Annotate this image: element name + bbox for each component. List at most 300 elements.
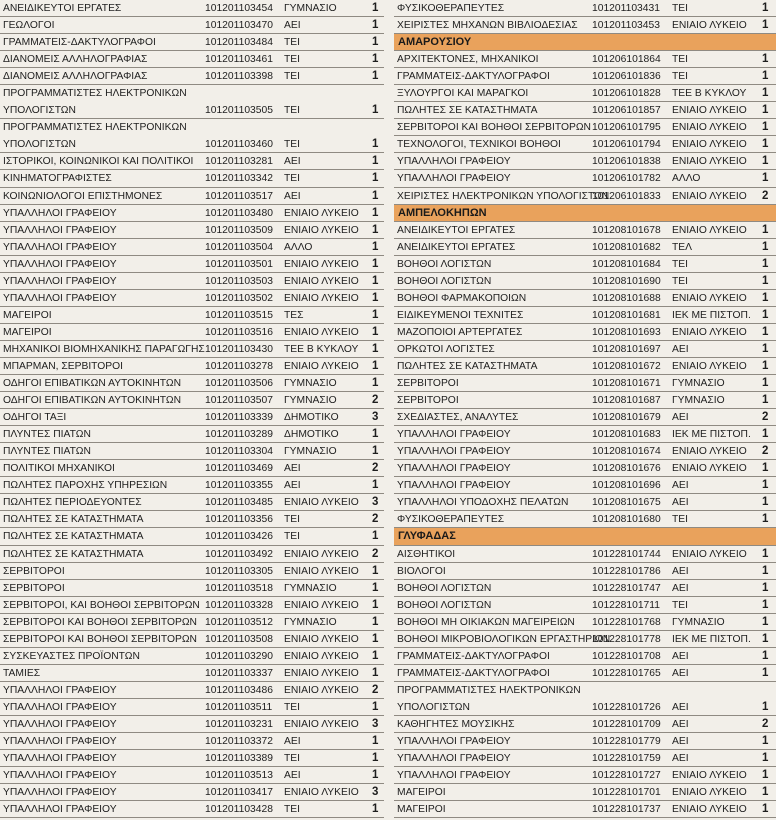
table-row [0, 68, 384, 85]
job-code: 101201103431 [592, 3, 660, 14]
job-code: 101228101701 [592, 787, 661, 799]
positions-count: 1 [762, 564, 769, 577]
job-code: 101208101674 [592, 446, 661, 458]
job-code: 101201103469 [205, 463, 273, 475]
table-row [394, 375, 776, 392]
table-row [0, 682, 384, 699]
occupation: ΠΩΛΗΤΕΣ ΠΑΡΟΧΗΣ ΥΠΗΡΕΣΙΩΝ [3, 480, 168, 492]
positions-count: 1 [762, 598, 769, 611]
table-row [394, 597, 776, 614]
job-code: 101201103480 [205, 207, 273, 219]
table-row [0, 460, 384, 477]
job-code: 101228101759 [592, 753, 661, 765]
education-level: ΕΝΙΑΙΟ ΛΥΚΕΙΟ [284, 633, 359, 645]
positions-count: 1 [372, 138, 379, 151]
positions-count: 1 [372, 377, 379, 390]
table-row [0, 358, 384, 375]
education-level: ΤΕΙ [672, 3, 689, 14]
table-row [394, 85, 776, 102]
occupation: ΥΠΑΛΛΗΛΟΙ ΓΡΑΦΕΙΟΥ [397, 156, 511, 168]
job-code: 101228101727 [592, 770, 661, 782]
positions-count: 1 [762, 769, 769, 782]
positions-count: 1 [372, 155, 379, 168]
table-row [394, 51, 776, 68]
positions-count: 3 [372, 496, 379, 509]
table-row [394, 170, 776, 187]
table-row [0, 699, 384, 716]
occupation: ΠΡΟΓΡΑΜΜΑΤΙΣΤΕΣ ΗΛΕΚΤΡΟΝΙΚΩΝ [397, 684, 581, 696]
education-level: ΓΥΜΝΑΣΙΟ [284, 582, 337, 594]
positions-count: 1 [762, 308, 769, 321]
job-code: 101201103518 [205, 582, 273, 594]
job-code: 101201103304 [205, 446, 273, 458]
occupation: ΤΕΧΝΟΛΟΓΟΙ, ΤΕΧΝΙΚΟΙ ΒΟΗΘΟΙ [397, 139, 561, 151]
positions-count: 1 [762, 223, 769, 236]
occupation: ΠΩΛΗΤΕΣ ΠΕΡΙΟΔΕΥΟΝΤΕΣ [3, 497, 142, 509]
table-row [0, 580, 384, 597]
education-level: ΓΥΜΝΑΣΙΟ [284, 3, 337, 14]
occupation: ΜΑΓΕΙΡΟΙ [3, 309, 52, 321]
job-code: 101201103355 [205, 480, 273, 492]
job-code: 101201103428 [205, 804, 273, 816]
table-row [394, 580, 776, 597]
occupation: ΑΝΕΙΔΙΚΕΥΤΟΙ ΕΡΓΑΤΕΣ [397, 241, 516, 253]
occupation: ΑΝΕΙΔΙΚΕΥΤΟΙ ΕΡΓΑΤΕΣ [3, 3, 122, 14]
positions-count: 1 [762, 2, 769, 14]
education-level: ΓΥΜΝΑΣΙΟ [284, 616, 337, 628]
occupation: ΠΟΛΙΤΙΚΟΙ ΜΗΧΑΝΙΚΟΙ [3, 463, 115, 475]
positions-count: 1 [372, 189, 379, 202]
education-level: ΤΕΙ [672, 71, 689, 83]
education-level: ΕΝΙΑΙΟ ΛΥΚΕΙΟ [284, 360, 359, 372]
job-code: 101201103389 [205, 753, 273, 765]
positions-count: 1 [372, 206, 379, 219]
table-row [0, 17, 384, 34]
occupation: ΥΠΑΛΛΗΛΟΙ ΓΡΑΦΕΙΟΥ [397, 463, 511, 475]
occupation: ΠΩΛΗΤΕΣ ΣΕ ΚΑΤΑΣΤΗΜΑΤΑ [3, 548, 144, 560]
occupation: ΥΠΑΛΛΗΛΟΙ ΓΡΑΦΕΙΟΥ [397, 173, 511, 185]
occupation: ΠΩΛΗΤΕΣ ΣΕ ΚΑΤΑΣΤΗΜΑΤΑ [3, 531, 144, 543]
education-level: ΕΝΙΑΙΟ ΛΥΚΕΙΟ [672, 224, 747, 236]
education-level: ΕΝΙΑΙΟ ΛΥΚΕΙΟ [672, 787, 747, 799]
table-row [0, 290, 384, 307]
table-row [0, 239, 384, 256]
positions-count: 1 [762, 547, 769, 560]
job-code: 101201103305 [205, 565, 273, 577]
occupation: ΥΠΑΛΛΗΛΟΙ ΓΡΑΦΕΙΟΥ [3, 275, 117, 287]
table-row [0, 801, 384, 818]
table-row [394, 222, 776, 239]
table-row [0, 716, 384, 733]
occupation: ΥΠΑΛΛΗΛΟΙ ΓΡΑΦΕΙΟΥ [3, 718, 117, 730]
positions-count: 1 [762, 496, 769, 509]
education-level: ΕΝΙΑΙΟ ΛΥΚΕΙΟ [284, 207, 359, 219]
job-code: 101201103492 [205, 548, 273, 560]
positions-count: 1 [372, 769, 379, 782]
positions-count: 1 [762, 462, 769, 475]
job-code: 101201103512 [205, 616, 273, 628]
table-row [0, 273, 384, 290]
education-level: ΑΕΙ [672, 667, 689, 679]
occupation: ΣΕΡΒΙΤΟΡΟΙ [3, 582, 65, 594]
job-code: 101208101672 [592, 360, 661, 372]
education-level: ΑΛΛΟ [284, 241, 313, 253]
positions-count: 1 [762, 581, 769, 594]
job-code: 101201103506 [205, 378, 273, 390]
table-row [394, 614, 776, 631]
positions-count: 1 [372, 666, 379, 679]
positions-count: 1 [372, 19, 379, 32]
table-row [0, 511, 384, 528]
education-level: ΕΝΙΑΙΟ ΛΥΚΕΙΟ [284, 684, 359, 696]
education-level: ΤΕΙ [284, 71, 301, 83]
occupation: ΒΟΗΘΟΙ ΜΗ ΟΙΚΙΑΚΩΝ ΜΑΓΕΙΡΕΙΩΝ [397, 616, 575, 628]
job-code: 101228101744 [592, 548, 661, 560]
table-row [0, 597, 384, 614]
job-code: 101228101709 [592, 718, 661, 730]
occupation: ΓΕΩΛΟΓΟΙ [3, 20, 55, 32]
occupation: ΥΠΑΛΛΗΛΟΙ ΥΠΟΔΟΧΗΣ ΠΕΛΑΤΩΝ [397, 497, 569, 509]
occupation: ΟΔΗΓΟΙ ΕΠΙΒΑΤΙΚΩΝ ΑΥΤΟΚΙΝΗΤΩΝ [3, 378, 182, 390]
positions-count: 1 [762, 428, 769, 441]
occupation: ΒΟΗΘΟΙ ΛΟΓΙΣΤΩΝ [397, 275, 492, 287]
occupation: ΣΕΡΒΙΤΟΡΟΙ ΚΑΙ ΒΟΗΘΟΙ ΣΕΡΒΙΤΟΡΩΝ [3, 633, 197, 645]
table-row [394, 563, 776, 580]
education-level: ΕΝΙΑΙΟ ΛΥΚΕΙΟ [672, 463, 747, 475]
table-row [394, 239, 776, 256]
table-row [0, 665, 384, 682]
education-level: ΕΝΙΑΙΟ ΛΥΚΕΙΟ [672, 139, 747, 151]
positions-count: 1 [762, 291, 769, 304]
job-code: 101208101679 [592, 412, 661, 424]
table-row [394, 188, 776, 205]
positions-count: 1 [762, 666, 769, 679]
table-row [0, 528, 384, 545]
job-code: 101208101684 [592, 258, 661, 270]
occupation-continued: ΥΠΟΛΟΓΙΣΤΩΝ [397, 701, 470, 713]
education-level: ΑΕΙ [672, 650, 689, 662]
positions-count: 1 [762, 172, 769, 185]
occupation: ΜΠΑΡΜΑΝ, ΣΕΡΒΙΤΟΡΟΙ [3, 360, 124, 372]
positions-count: 1 [762, 649, 769, 662]
table-row [0, 409, 384, 426]
occupation: ΣΥΣΚΕΥΑΣΤΕΣ ΠΡΟΪΟΝΤΩΝ [3, 650, 140, 662]
positions-count: 2 [762, 717, 769, 730]
table-row [394, 665, 776, 682]
education-level: ΑΕΙ [672, 582, 689, 594]
occupation: ΚΟΙΝΩΝΙΟΛΟΓΟΙ ΕΠΙΣΤΗΜΟΝΕΣ [3, 190, 163, 202]
positions-count: 1 [372, 308, 379, 321]
education-level: ΤΕΙ [284, 54, 301, 66]
occupation-continued: ΥΠΟΛΟΓΙΣΤΩΝ [3, 139, 76, 151]
occupation: ΣΕΡΒΙΤΟΡΟΙ [3, 565, 65, 577]
positions-count: 2 [762, 189, 769, 202]
job-code: 101201103417 [205, 787, 273, 799]
education-level: ΑΕΙ [672, 497, 689, 509]
table-row [0, 784, 384, 801]
occupation: ΧΕΙΡΙΣΤΕΣ ΜΗΧΑΝΩΝ ΒΙΒΛΙΟΔΕΣΙΑΣ [397, 20, 578, 32]
education-level: ΑΕΙ [284, 190, 301, 202]
positions-count: 1 [372, 530, 379, 543]
job-code: 101201103511 [205, 701, 273, 713]
education-level: ΕΝΙΑΙΟ ΛΥΚΕΙΟ [672, 770, 747, 782]
job-code: 101208101675 [592, 497, 661, 509]
occupation: ΑΙΣΘΗΤΙΚΟΙ [397, 548, 456, 560]
positions-count: 1 [762, 342, 769, 355]
occupation: ΥΠΑΛΛΗΛΟΙ ΓΡΑΦΕΙΟΥ [3, 224, 117, 236]
positions-count: 1 [762, 87, 769, 100]
education-level: ΕΝΙΑΙΟ ΛΥΚΕΙΟ [284, 326, 359, 338]
education-level: ΤΕΙ [284, 139, 301, 151]
education-level: ΑΕΙ [672, 753, 689, 765]
education-level: ΤΕΙ [284, 37, 301, 49]
positions-count: 1 [762, 325, 769, 338]
education-level: ΕΝΙΑΙΟ ΛΥΚΕΙΟ [672, 804, 747, 816]
positions-count: 2 [372, 683, 379, 696]
table-row [394, 631, 776, 648]
table-row [394, 750, 776, 767]
positions-count: 1 [372, 564, 379, 577]
education-level: ΕΝΙΑΙΟ ΛΥΚΕΙΟ [284, 292, 359, 304]
positions-count: 1 [762, 53, 769, 66]
occupation: ΥΠΑΛΛΗΛΟΙ ΓΡΑΦΕΙΟΥ [3, 804, 117, 816]
job-code: 101201103517 [205, 190, 273, 202]
positions-count: 1 [372, 359, 379, 372]
table-row [0, 119, 384, 153]
positions-count: 2 [762, 445, 769, 458]
table-row [394, 256, 776, 273]
occupation: ΔΙΑΝΟΜΕΙΣ ΑΛΛΗΛΟΓΡΑΦΙΑΣ [3, 71, 148, 83]
job-code: 101201103290 [205, 650, 273, 662]
section-header: ΑΜΠΕΛΟΚΗΠΩΝ [394, 205, 776, 222]
job-code: 101201103501 [205, 258, 273, 270]
education-level: ΔΗΜΟΤΙΚΟ [284, 429, 339, 441]
occupation: ΠΡΟΓΡΑΜΜΑΤΙΣΤΕΣ ΗΛΕΚΤΡΟΝΙΚΩΝ [3, 88, 187, 100]
table-row [0, 188, 384, 205]
education-level: ΑΕΙ [284, 463, 301, 475]
education-level: ΑΕΙ [672, 480, 689, 492]
job-code: 101206101794 [592, 139, 661, 151]
education-level: ΕΝΙΑΙΟ ΛΥΚΕΙΟ [672, 122, 747, 134]
table-row [0, 443, 384, 460]
positions-count: 1 [372, 223, 379, 236]
table-row [394, 546, 776, 563]
occupation: ΥΠΑΛΛΗΛΟΙ ΓΡΑΦΕΙΟΥ [3, 241, 117, 253]
job-code: 101208101696 [592, 480, 661, 492]
occupation: ΒΙΟΛΟΓΟΙ [397, 565, 446, 577]
education-level: ΕΝΙΑΙΟ ΛΥΚΕΙΟ [284, 224, 359, 236]
positions-count: 1 [372, 172, 379, 185]
table-row [394, 494, 776, 511]
education-level: ΓΥΜΝΑΣΙΟ [672, 378, 725, 390]
positions-count: 2 [762, 411, 769, 424]
education-level: ΕΝΙΑΙΟ ΛΥΚΕΙΟ [672, 190, 747, 202]
positions-count: 1 [372, 36, 379, 49]
education-level: ΤΕΙ [284, 514, 301, 526]
job-code: 101228101711 [592, 599, 660, 611]
job-code: 101201103486 [205, 684, 273, 696]
occupation: ΠΩΛΗΤΕΣ ΣΕ ΚΑΤΑΣΤΗΜΑΤΑ [397, 360, 538, 372]
job-code: 101201103231 [205, 718, 273, 730]
occupation: ΜΑΓΕΙΡΟΙ [3, 326, 52, 338]
table-row [394, 477, 776, 494]
table-row [394, 307, 776, 324]
education-level: ΑΕΙ [284, 20, 301, 32]
occupation: ΒΟΗΘΟΙ ΛΟΓΙΣΤΩΝ [397, 582, 492, 594]
table-row [0, 494, 384, 511]
education-level: ΕΝΙΑΙΟ ΛΥΚΕΙΟ [284, 275, 359, 287]
education-level: ΤΕΙ [284, 105, 301, 117]
occupation: ΓΡΑΜΜΑΤΕΙΣ-ΔΑΚΤΥΛΟΓΡΑΦΟΙ [3, 37, 156, 49]
job-code: 101208101690 [592, 275, 661, 287]
education-level: ΕΝΙΑΙΟ ΛΥΚΕΙΟ [284, 667, 359, 679]
table-row [0, 614, 384, 631]
section-header: ΓΛΥΦΑΔΑΣ [394, 528, 776, 545]
table-row [394, 273, 776, 290]
table-row [0, 0, 384, 17]
job-code: 101201103339 [205, 412, 273, 424]
occupation: ΥΠΑΛΛΗΛΟΙ ΓΡΑΦΕΙΟΥ [397, 770, 511, 782]
job-code: 101201103484 [205, 37, 273, 49]
education-level: ΤΕΙ [284, 531, 301, 543]
positions-count: 1 [762, 104, 769, 117]
occupation: ΓΡΑΜΜΑΤΕΙΣ-ΔΑΚΤΥΛΟΓΡΑΦΟΙ [397, 667, 550, 679]
education-level: ΕΝΙΑΙΟ ΛΥΚΕΙΟ [672, 548, 747, 560]
table-row [0, 733, 384, 750]
occupation: ΥΠΑΛΛΗΛΟΙ ΓΡΑΦΕΙΟΥ [3, 684, 117, 696]
table-row [0, 563, 384, 580]
table-row [0, 392, 384, 409]
occupation: ΑΝΕΙΔΙΚΕΥΤΟΙ ΕΡΓΑΤΕΣ [397, 224, 516, 236]
education-level: ΙΕΚ ΜΕ ΠΙΣΤΟΠ. [672, 429, 751, 441]
positions-count: 1 [372, 257, 379, 270]
education-level: ΓΥΜΝΑΣΙΟ [672, 616, 725, 628]
table-row [0, 222, 384, 239]
occupation: ΣΕΡΒΙΤΟΡΟΙ, ΚΑΙ ΒΟΗΘΟΙ ΣΕΡΒΙΤΟΡΩΝ [3, 599, 200, 611]
occupation: ΠΡΟΓΡΑΜΜΑΤΙΣΤΕΣ ΗΛΕΚΤΡΟΝΙΚΩΝ [3, 122, 187, 134]
positions-count: 1 [762, 786, 769, 799]
job-code: 101228101786 [592, 565, 661, 577]
education-level: ΓΥΜΝΑΣΙΟ [672, 395, 725, 407]
occupation: ΔΙΑΝΟΜΕΙΣ ΑΛΛΗΛΟΓΡΑΦΙΑΣ [3, 54, 148, 66]
positions-count: 1 [372, 325, 379, 338]
table-row [394, 68, 776, 85]
table-row [0, 307, 384, 324]
job-code: 101228101726 [592, 701, 661, 713]
table-row [0, 51, 384, 68]
positions-count: 1 [762, 513, 769, 526]
positions-count: 1 [372, 581, 379, 594]
table-row [0, 256, 384, 273]
education-level: ΓΥΜΝΑΣΙΟ [284, 395, 337, 407]
occupation: ΥΠΑΛΛΗΛΟΙ ΓΡΑΦΕΙΟΥ [3, 258, 117, 270]
occupation: ΣΕΡΒΙΤΟΡΟΙ ΚΑΙ ΒΟΗΘΟΙ ΣΕΡΒΙΤΟΡΩΝ [397, 122, 591, 134]
occupation: ΥΠΑΛΛΗΛΟΙ ΓΡΑΦΕΙΟΥ [3, 701, 117, 713]
job-code: 101201103278 [205, 360, 273, 372]
job-code: 101208101682 [592, 241, 661, 253]
positions-count: 3 [372, 786, 379, 799]
job-code: 101201103502 [205, 292, 273, 304]
positions-count: 1 [762, 803, 769, 816]
table-row [394, 648, 776, 665]
education-level: ΕΝΙΑΙΟ ΛΥΚΕΙΟ [284, 565, 359, 577]
education-level: ΕΝΙΑΙΟ ΛΥΚΕΙΟ [672, 105, 747, 117]
job-code: 101208101681 [592, 309, 661, 321]
education-level: ΕΝΙΑΙΟ ΛΥΚΕΙΟ [284, 497, 359, 509]
table-row [394, 784, 776, 801]
occupation: ΒΟΗΘΟΙ ΜΙΚΡΟΒΙΟΛΟΓΙΚΩΝ ΕΡΓΑΣΤΗΡΙΩΝ [397, 633, 611, 645]
job-code: 101201103289 [205, 429, 273, 441]
education-level: ΕΝΙΑΙΟ ΛΥΚΕΙΟ [672, 360, 747, 372]
education-level: ΑΕΙ [672, 343, 689, 355]
job-code: 101201103398 [205, 71, 273, 83]
table-row [0, 631, 384, 648]
positions-count: 1 [762, 359, 769, 372]
education-level: ΕΝΙΑΙΟ ΛΥΚΕΙΟ [284, 599, 359, 611]
positions-count: 3 [372, 411, 379, 424]
occupation: ΥΠΑΛΛΗΛΟΙ ΓΡΑΦΕΙΟΥ [397, 736, 511, 748]
right-column [394, 0, 776, 818]
job-code: 101228101708 [592, 650, 661, 662]
table-row [394, 136, 776, 153]
occupation: ΥΠΑΛΛΗΛΟΙ ΓΡΑΦΕΙΟΥ [397, 753, 511, 765]
occupation: ΥΠΑΛΛΗΛΟΙ ΓΡΑΦΕΙΟΥ [397, 446, 511, 458]
table-row [0, 648, 384, 665]
positions-count: 1 [372, 803, 379, 816]
positions-count: 1 [762, 155, 769, 168]
education-level: ΤΕΙ [284, 753, 301, 765]
education-level: ΕΝΙΑΙΟ ΛΥΚΕΙΟ [284, 787, 359, 799]
job-code: 101201103505 [205, 105, 273, 117]
job-code: 101201103507 [205, 395, 273, 407]
education-level: ΤΕΙ [284, 804, 301, 816]
occupation: ΒΟΗΘΟΙ ΛΟΓΙΣΤΩΝ [397, 258, 492, 270]
positions-count: 2 [372, 462, 379, 475]
positions-count: 1 [372, 632, 379, 645]
occupation: ΣΧΕΔΙΑΣΤΕΣ, ΑΝΑΛΥΤΕΣ [397, 412, 519, 424]
positions-count: 2 [372, 547, 379, 560]
occupation: ΜΑΓΕΙΡΟΙ [397, 804, 446, 816]
job-code: 101201103515 [205, 309, 273, 321]
occupation-continued: ΥΠΟΛΟΓΙΣΤΩΝ [3, 105, 76, 117]
job-code: 101201103485 [205, 497, 273, 509]
occupation: ΚΙΝΗΜΑΤΟΓΡΑΦΙΣΤΕΣ [3, 173, 112, 185]
positions-count: 1 [762, 377, 769, 390]
job-code: 101201103503 [205, 275, 273, 287]
positions-count: 1 [372, 70, 379, 83]
job-code: 101201103454 [205, 3, 273, 14]
positions-count: 1 [762, 138, 769, 151]
occupation: ΙΣΤΟΡΙΚΟΙ, ΚΟΙΝΩΝΙΚΟΙ ΚΑΙ ΠΟΛΙΤΙΚΟΙ [3, 156, 194, 168]
occupation: ΟΡΚΩΤΟΙ ΛΟΓΙΣΤΕΣ [397, 343, 495, 355]
positions-count: 1 [762, 632, 769, 645]
positions-count: 1 [372, 53, 379, 66]
education-level: ΤΕΣ [284, 309, 304, 321]
education-level: ΤΕΕ Β ΚΥΚΛΟΥ [672, 88, 747, 100]
table-row [0, 34, 384, 51]
education-level: ΕΝΙΑΙΟ ΛΥΚΕΙΟ [672, 20, 747, 32]
table-row [0, 170, 384, 187]
job-code: 101201103513 [205, 770, 273, 782]
occupation: ΜΑΓΕΙΡΟΙ [397, 787, 446, 799]
job-code: 101206101864 [592, 54, 661, 66]
table-row [394, 409, 776, 426]
job-code: 101228101747 [592, 582, 661, 594]
job-code: 101206101795 [592, 122, 661, 134]
positions-count: 1 [762, 615, 769, 628]
table-row [394, 511, 776, 528]
job-code: 101206101828 [592, 88, 661, 100]
